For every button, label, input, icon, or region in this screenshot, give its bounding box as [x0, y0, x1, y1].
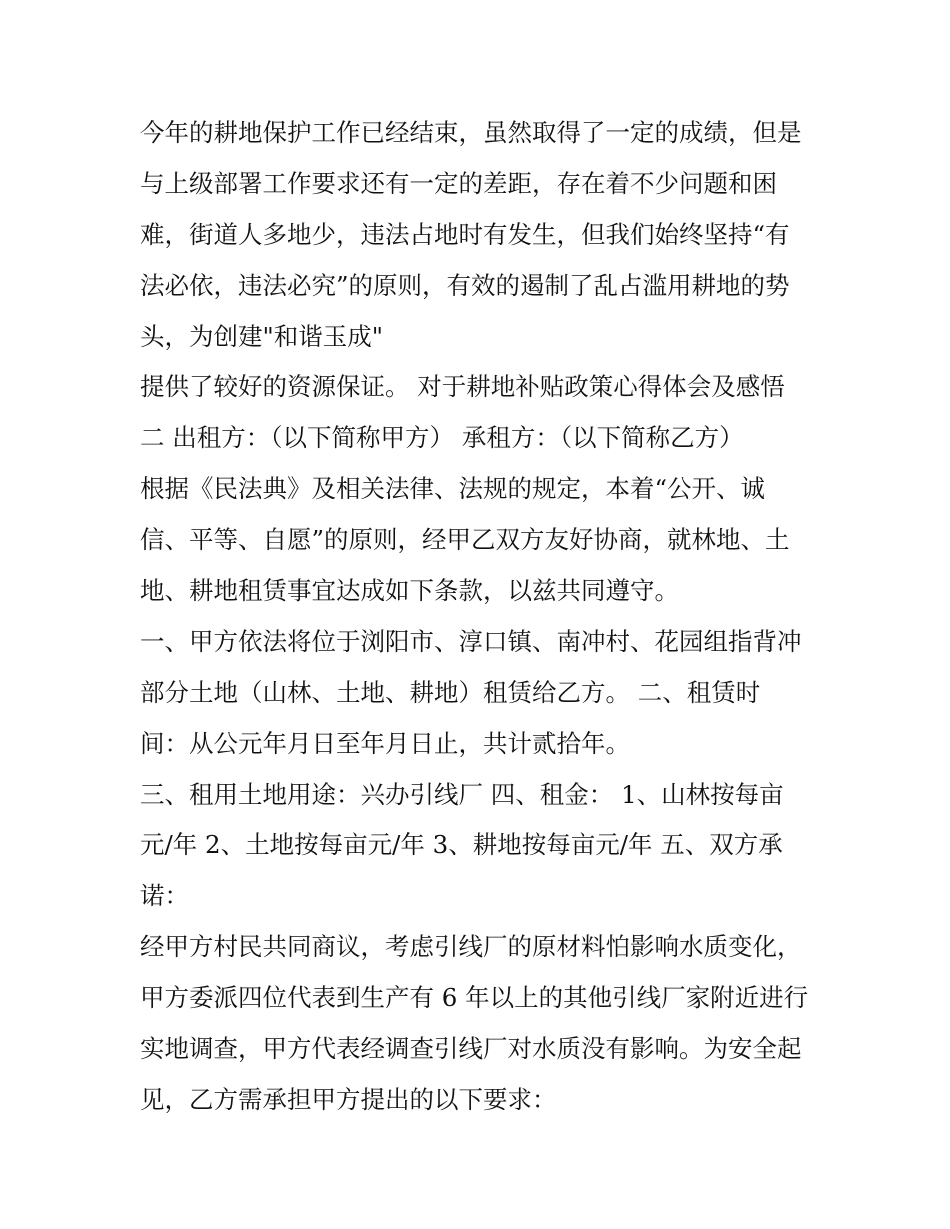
- document-body: [140, 108, 820, 1126]
- text-line: 元/年 2、土地按每亩元/年 3、耕地按每亩元/年 五、双方承: [140, 830, 783, 860]
- text-line: 根据《民法典》及相关法律、法规的规定，本着“公开、诚: [140, 474, 766, 504]
- text-line: 地、耕地租赁事宜达成如下条款，以兹共同遵守。: [140, 576, 679, 606]
- text-line: 实地调查，甲方代表经调查引线厂对水质没有影响。为安全起: [140, 1034, 802, 1064]
- text-line: 头，为创建"和谐玉成": [140, 321, 384, 351]
- text-line: 见，乙方需承担甲方提出的以下要求：: [140, 1084, 557, 1114]
- text-line: 信、平等、自愿”的原则，经甲乙双方友好协商，就林地、土: [140, 525, 790, 555]
- text-line: 二 出租方：（以下简称甲方） 承租方：（以下简称乙方）: [140, 423, 744, 453]
- text-line: 三、租用土地用途：兴办引线厂 四、租金： 1、山林按每亩: [140, 779, 784, 809]
- text-line: 部分土地（山林、土地、耕地）租赁给乙方。 二、租赁时: [140, 677, 761, 707]
- text-line: 经甲方村民共同商议，考虑引线厂的原材料怕影响水质变化，: [140, 932, 802, 962]
- text-line: 甲方委派四位代表到生产有 6 年以上的其他引线厂家附近进行: [140, 983, 809, 1013]
- text-line: 难，街道人多地少，违法占地时有发生，但我们始终坚持“有: [140, 219, 790, 249]
- text-line: 一、甲方依法将位于浏阳市、淳口镇、南冲村、花园组指背冲: [140, 626, 802, 656]
- text-line: 诺：: [140, 881, 189, 911]
- text-line: 提供了较好的资源保证。 对于耕地补贴政策心得体会及感悟: [140, 372, 785, 402]
- text-line: 法必依，违法必究”的原则，有效的遏制了乱占滥用耕地的势: [140, 270, 790, 300]
- text-line: 间：从公元年月日至年月日止，共计贰拾年。: [140, 728, 630, 758]
- text-line: 与上级部署工作要求还有一定的差距，存在着不少问题和困: [140, 168, 777, 198]
- text-line: 今年的耕地保护工作已经结束，虽然取得了一定的成绩，但是: [140, 118, 802, 147]
